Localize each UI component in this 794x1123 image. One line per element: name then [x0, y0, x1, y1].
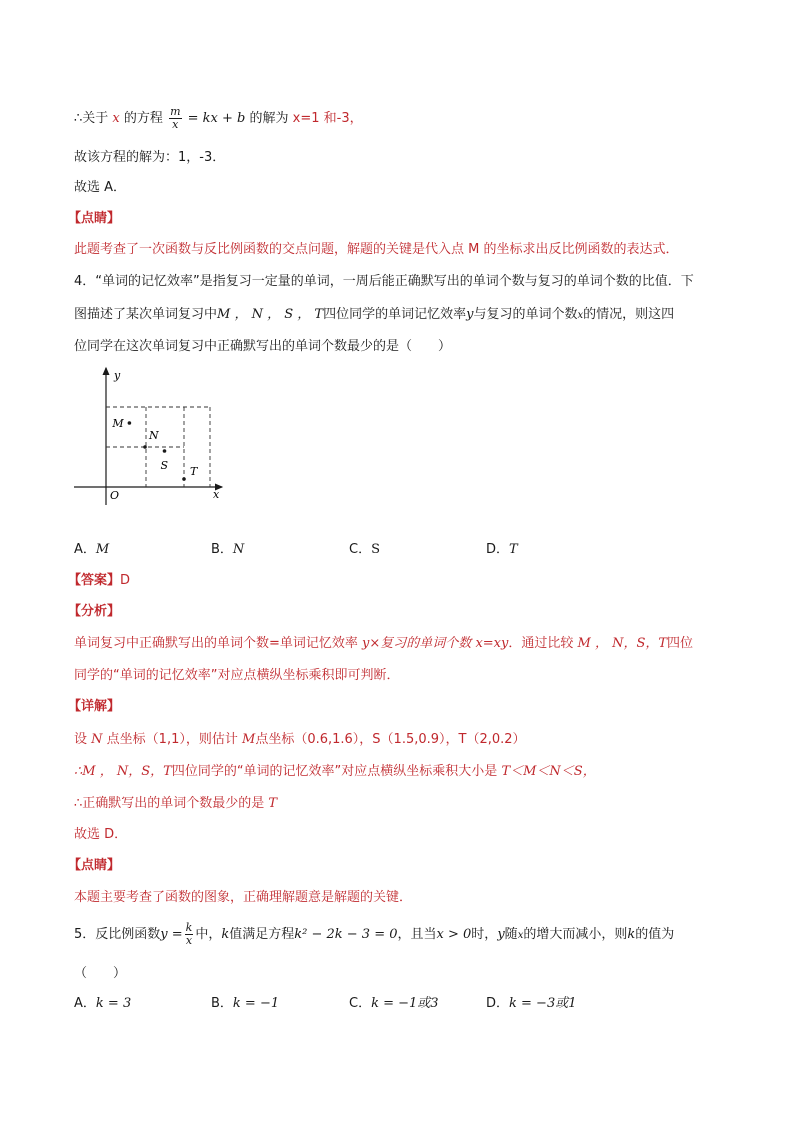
- point-m: [128, 421, 132, 425]
- point-n: [143, 445, 147, 449]
- fraction-k-over-x: $\frac{k}{x}$: [185, 921, 193, 947]
- axis-y-label: y: [114, 369, 121, 382]
- q4-tip-text: 本题主要考查了函数的图象，正确理解题意是解题的关键．: [74, 890, 413, 905]
- q4-option-c[interactable]: C．S: [349, 542, 380, 557]
- detail-line-1: 设 N 点坐标（1,1），则估计 M点坐标（0.6,1.6），S（1.5,0.9），T（2,0.2）: [74, 732, 526, 747]
- solution-line-3: 故选 A．: [74, 180, 127, 195]
- q5-stem-paren: （ ）: [74, 966, 127, 981]
- q4-option-b[interactable]: B．N: [211, 542, 245, 557]
- q4-stem-line-1: 4．“单词的记忆效率”是指复习一定量的单词，一周后能正确默写出的单词个数与复习的单词个数的比值．下: [74, 274, 694, 289]
- point-label-m: M: [112, 417, 124, 430]
- solution-line-1: ∴关于 x 的方程 $\frac{m}{x}$ = kx + b 的解为 x=1 和-3，: [74, 105, 363, 131]
- q5-option-b[interactable]: B．k = −1: [211, 996, 280, 1011]
- tip-title: 【点睛】: [68, 211, 121, 226]
- q4-tip-title: 【点睛】: [68, 858, 121, 873]
- answer-line: 【答案】D: [68, 573, 131, 588]
- point-label-n: N: [149, 429, 159, 442]
- detail-title: 【详解】: [68, 699, 121, 714]
- graph-points: [111, 417, 199, 481]
- analysis-title: 【分析】: [68, 604, 121, 619]
- q5-stem-line-1: 5．反比例函数y = $\frac{k}{x}$ 中，k值满足方程k² − 2k − 3 = 0，且当x > 0时，y随x的增大而减小，则k的值为: [74, 921, 675, 947]
- point-label-t: T: [190, 465, 198, 478]
- q4-option-d[interactable]: D．T: [486, 542, 518, 557]
- fraction-m-over-x: $\frac{m}{x}$: [170, 105, 181, 131]
- q4-coordinate-graph: [74, 365, 234, 510]
- point-t: [182, 477, 186, 481]
- point-s: [163, 449, 167, 453]
- detail-line-4: 故选 D．: [74, 827, 128, 842]
- q4-stem-line-3: 位同学在这次单词复习中正确默写出的单词个数最少的是（ ）: [74, 339, 452, 354]
- q5-option-d[interactable]: D．k = −3或1: [486, 996, 577, 1011]
- point-label-s: S: [160, 459, 169, 472]
- origin-label: O: [110, 489, 120, 502]
- q5-option-c[interactable]: C．k = −1或3: [349, 996, 439, 1011]
- solution-line-2: 故该方程的解为：1，-3．: [74, 150, 226, 165]
- detail-line-3: ∴正确默写出的单词个数最少的是 T: [74, 796, 278, 811]
- axis-x-label: x: [213, 488, 220, 501]
- analysis-line-1: 单词复习中正确默写出的单词个数=单词记忆效率 y×复习的单词个数 x=xy．通过比较 M ， N，S，T四位: [74, 636, 694, 651]
- detail-line-2: ∴M ， N，S，T四位同学的“单词的记忆效率”对应点横纵坐标乘积大小是 T＜M＜N＜S，: [74, 764, 596, 779]
- tip-text: 此题考查了一次函数与反比例函数的交点问题，解题的关键是代入点 M 的坐标求出反比例函数的表达式．: [74, 242, 679, 257]
- analysis-line-2: 同学的“单词的记忆效率”对应点横纵坐标乘积即可判断．: [74, 668, 400, 683]
- q5-option-a[interactable]: A．k = 3: [74, 996, 132, 1011]
- q4-stem-line-2: 图描述了某次单词复习中M ， N ， S ， T四位同学的单词记忆效率y与复习的单词个数x的情况，则这四: [74, 307, 675, 322]
- q4-option-a[interactable]: A．M: [74, 542, 110, 557]
